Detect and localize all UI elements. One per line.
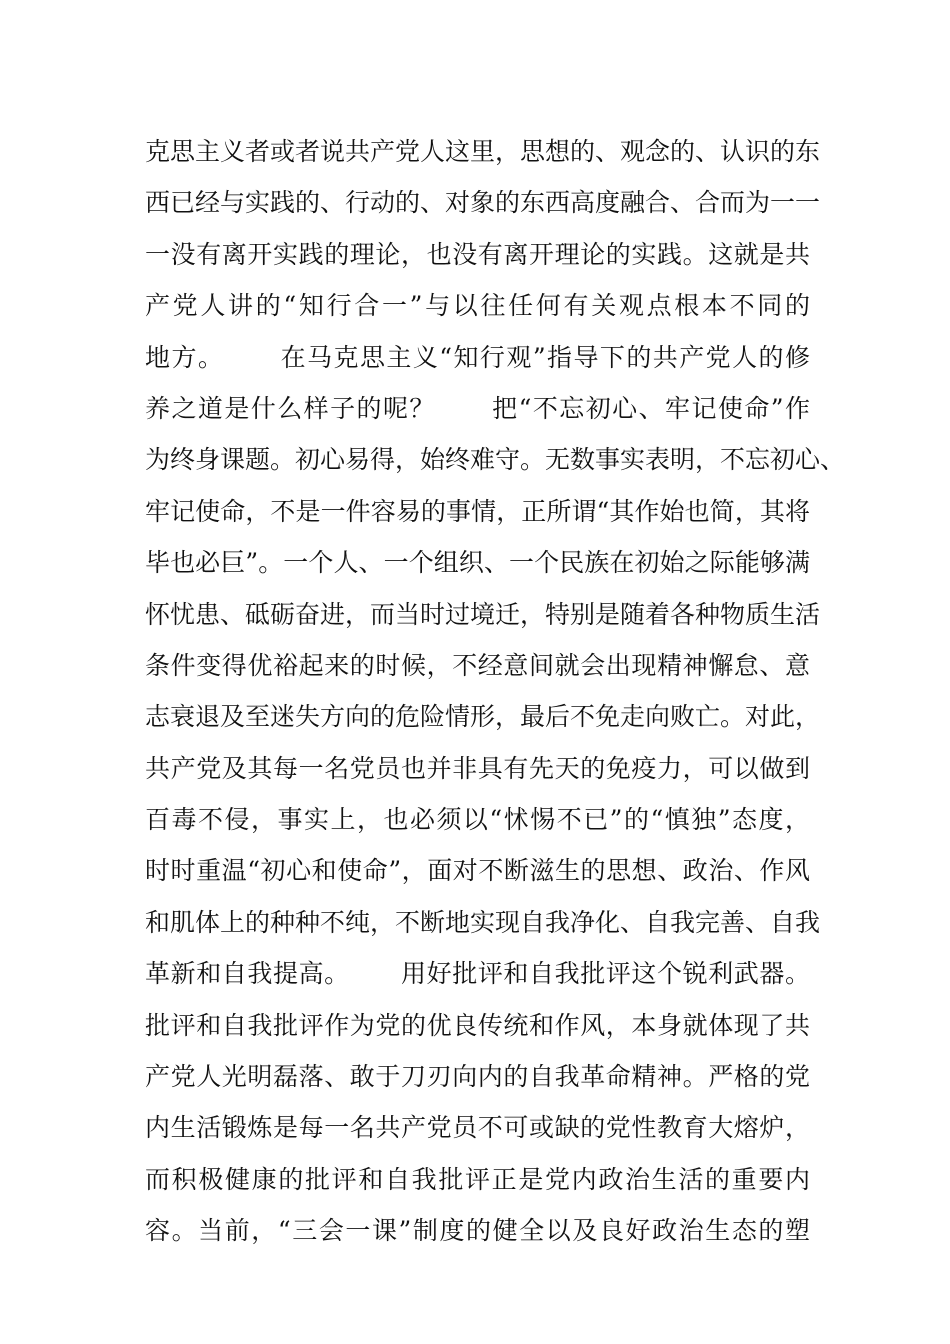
text-line: 志衰退及至迷失方向的危险情形，最后不免走向败亡。对此，	[145, 702, 821, 732]
text-line: 产党人光明磊落、敢于刀刃向内的自我革命精神。严格的党	[145, 1062, 810, 1092]
text-line: 地方。 在马克思主义“知行观”指导下的共产党人的修	[145, 342, 810, 372]
text-line: 而积极健康的批评和自我批评正是党内政治生活的重要内	[145, 1164, 810, 1194]
text-line: 批评和自我批评作为党的优良传统和作风，本身就体现了共	[145, 1010, 810, 1040]
text-line: 怀忧患、砥砺奋进，而当时过境迁，特别是随着各种物质生活	[145, 599, 821, 629]
text-line: 百毒不侵，事实上，也必须以“怵惕不已”的“慎独”态度，	[145, 805, 810, 835]
text-line: 西已经与实践的、行动的、对象的东西高度融合、合而为一一	[145, 188, 821, 218]
text-line: 共产党及其每一名党员也并非具有先天的免疫力，可以做到	[145, 753, 810, 783]
text-line: 为终身课题。初心易得，始终难守。无数事实表明，不忘初心、	[145, 445, 846, 475]
text-line: 产党人讲的“知行合一”与以往任何有关观点根本不同的	[145, 291, 810, 321]
text-line: 和肌体上的种种不纯，不断地实现自我净化、自我完善、自我	[145, 907, 821, 937]
text-line: 时时重温“初心和使命”，面对不断滋生的思想、政治、作风	[145, 856, 810, 886]
text-line: 克思主义者或者说共产党人这里，思想的、观念的、认识的东	[145, 137, 821, 166]
text-line: 内生活锻炼是每一名共产党员不可或缺的党性教育大熔炉，	[145, 1113, 810, 1143]
text-line: 一没有离开实践的理论，也没有离开理论的实践。这就是共	[145, 239, 810, 269]
text-line: 牢记使命，不是一件容易的事情，正所谓“其作始也简，其将	[145, 496, 810, 526]
text-line: 条件变得优裕起来的时候，不经意间就会出现精神懈怠、意	[145, 650, 810, 680]
text-line: 革新和自我提高。 用好批评和自我批评这个锐利武器。	[145, 959, 810, 989]
body-text	[145, 126, 846, 1257]
text-line: 养之道是什么样子的呢？ 把“不忘初心、牢记使命”作	[145, 393, 810, 423]
text-line: 容。当前，“三会一课”制度的健全以及良好政治生态的塑	[145, 1216, 810, 1246]
text-line: 毕也必巨”。一个人、一个组织、一个民族在初始之际能够满	[145, 548, 810, 578]
